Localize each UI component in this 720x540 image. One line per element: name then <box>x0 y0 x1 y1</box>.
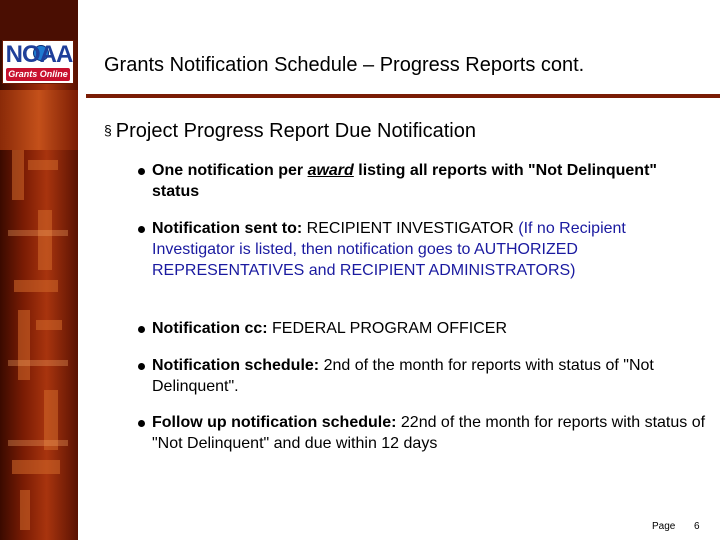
decorative-letters-graphic <box>8 150 70 530</box>
corner-cutout <box>78 0 98 20</box>
noaa-logo <box>2 40 74 84</box>
footer-page-number: 6 <box>694 521 700 532</box>
section-heading-text: Project Progress Report Due Notification <box>115 120 476 142</box>
bullet-note: (If no Recipient Investigator is listed, then notification goes to AUTHORIZED REPRESENTATIVES and RECIPIENT ADMINISTRATORS) <box>152 220 626 279</box>
bullet-value: RECIPIENT INVESTIGATOR <box>306 220 519 237</box>
square-bullet-icon: § <box>104 122 112 138</box>
logo-text: NOAA <box>5 41 73 68</box>
bullet-dot-icon <box>138 168 145 175</box>
title-divider <box>86 94 720 98</box>
bullet-dot-icon <box>138 420 145 427</box>
bullet-dot-icon <box>138 363 145 370</box>
slide-title: Grants Notification Schedule – Progress Reports cont. <box>104 54 585 76</box>
bullet-label: Notification sent to: <box>152 220 307 237</box>
bullet-label: Follow up notification schedule: <box>152 414 401 431</box>
bullet-item <box>138 218 708 306</box>
bullet-label: Notification cc: <box>152 320 273 337</box>
bullet-dot-icon <box>138 226 145 233</box>
logo-tagline: Grants Online <box>6 68 70 81</box>
bullet-dot-icon <box>138 326 145 333</box>
bullet-item <box>138 355 708 399</box>
section-heading <box>104 120 476 143</box>
bullet-text: listing all reports with "Not Delinquent" status <box>152 162 657 200</box>
bullet-emphasis: award <box>307 162 354 179</box>
bullet-value: FEDERAL PROGRAM OFFICER <box>272 320 507 337</box>
bullet-item <box>138 412 708 456</box>
bullet-label: Notification schedule: <box>152 357 324 374</box>
bullet-value: 22nd of the month for reports with status of "Not Delinquent" and due within 12 days <box>152 414 706 452</box>
bullet-value: 2nd of the month for reports with status of "Not Delinquent". <box>152 357 654 395</box>
footer-page-label: Page <box>652 521 676 532</box>
bullet-item <box>138 318 708 340</box>
bullet-item <box>138 160 708 204</box>
bullet-text: One notification per <box>152 162 308 179</box>
